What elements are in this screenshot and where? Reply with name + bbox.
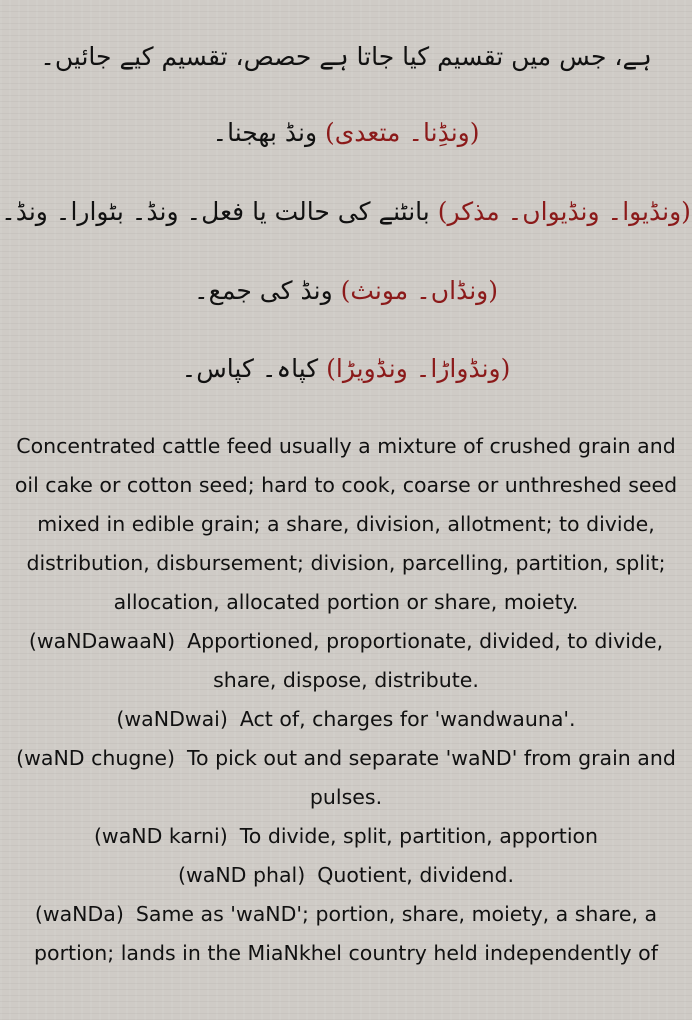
entry-definition: Same as 'waND'; portion, share, moiety, a share, a portion; lands in the MiaNkhel country held independently of bbox=[34, 902, 658, 965]
entry-term: (waND chugne) bbox=[16, 746, 175, 770]
main-definition: Concentrated cattle feed usually a mixture of crushed grain and oil cake or cotton seed; hard to cook, coarse or unthreshed seed mixed in edible grain; a share, division, allotment; to divide, distribution, disbursement; division, parcelling, partition, split; allocation, allocated portion or share, moiety. bbox=[14, 434, 678, 614]
urdu-term: (ونڈِنا۔ متعدی) bbox=[324, 118, 480, 147]
entry-row bbox=[8, 739, 684, 817]
urdu-definition: ونڈ بھجنا۔ bbox=[212, 118, 318, 147]
urdu-definition: ونڈ کی جمع۔ bbox=[194, 276, 333, 305]
urdu-definition: بانٹنے کی حالت یا فعل۔ ونڈ۔ بٹوارا۔ ونڈ۔ bbox=[1, 197, 430, 226]
entry-definition: To divide, split, partition, apportion bbox=[239, 824, 599, 848]
urdu-term: (ونڈیوا۔ ونڈیواں۔ مذکر) bbox=[437, 197, 691, 226]
entry-definition: Quotient, dividend. bbox=[317, 863, 514, 887]
entry-term: (waNDwai) bbox=[116, 707, 228, 731]
entry-definition: Apportioned, proportionate, divided, to divide, share, dispose, distribute. bbox=[187, 629, 664, 692]
entry-term: (waNDawaaN) bbox=[28, 629, 176, 653]
english-definitions bbox=[8, 427, 684, 973]
urdu-text: ہے، جس میں تقسیم کیا جاتا ہے حصص، تقسیم کیے جائیں۔ bbox=[40, 42, 652, 71]
urdu-term: (ونڈاں۔ مونث) bbox=[340, 276, 498, 305]
urdu-entry-3 bbox=[0, 272, 692, 310]
entry-row bbox=[8, 622, 684, 700]
urdu-entry-2 bbox=[0, 193, 692, 231]
entry-term: (waND karni) bbox=[93, 824, 228, 848]
urdu-term: (ونڈواڑا۔ ونڈویڑا) bbox=[326, 354, 511, 383]
urdu-definition: کپاہ۔ کپاس۔ bbox=[181, 354, 319, 383]
entry-row bbox=[8, 817, 684, 856]
urdu-entry-1 bbox=[0, 114, 692, 152]
entry-row bbox=[8, 856, 684, 895]
urdu-entry-4 bbox=[0, 350, 692, 388]
urdu-line-1 bbox=[0, 38, 692, 76]
entry-term: (waND phal) bbox=[178, 863, 306, 887]
entry-definition: Act of, charges for 'wandwauna'. bbox=[239, 707, 576, 731]
entry-row bbox=[8, 700, 684, 739]
entry-term: (waNDa) bbox=[34, 902, 124, 926]
entry-definition: To pick out and separate 'waND' from grain and pulses. bbox=[186, 746, 676, 809]
entry-row bbox=[8, 895, 684, 973]
